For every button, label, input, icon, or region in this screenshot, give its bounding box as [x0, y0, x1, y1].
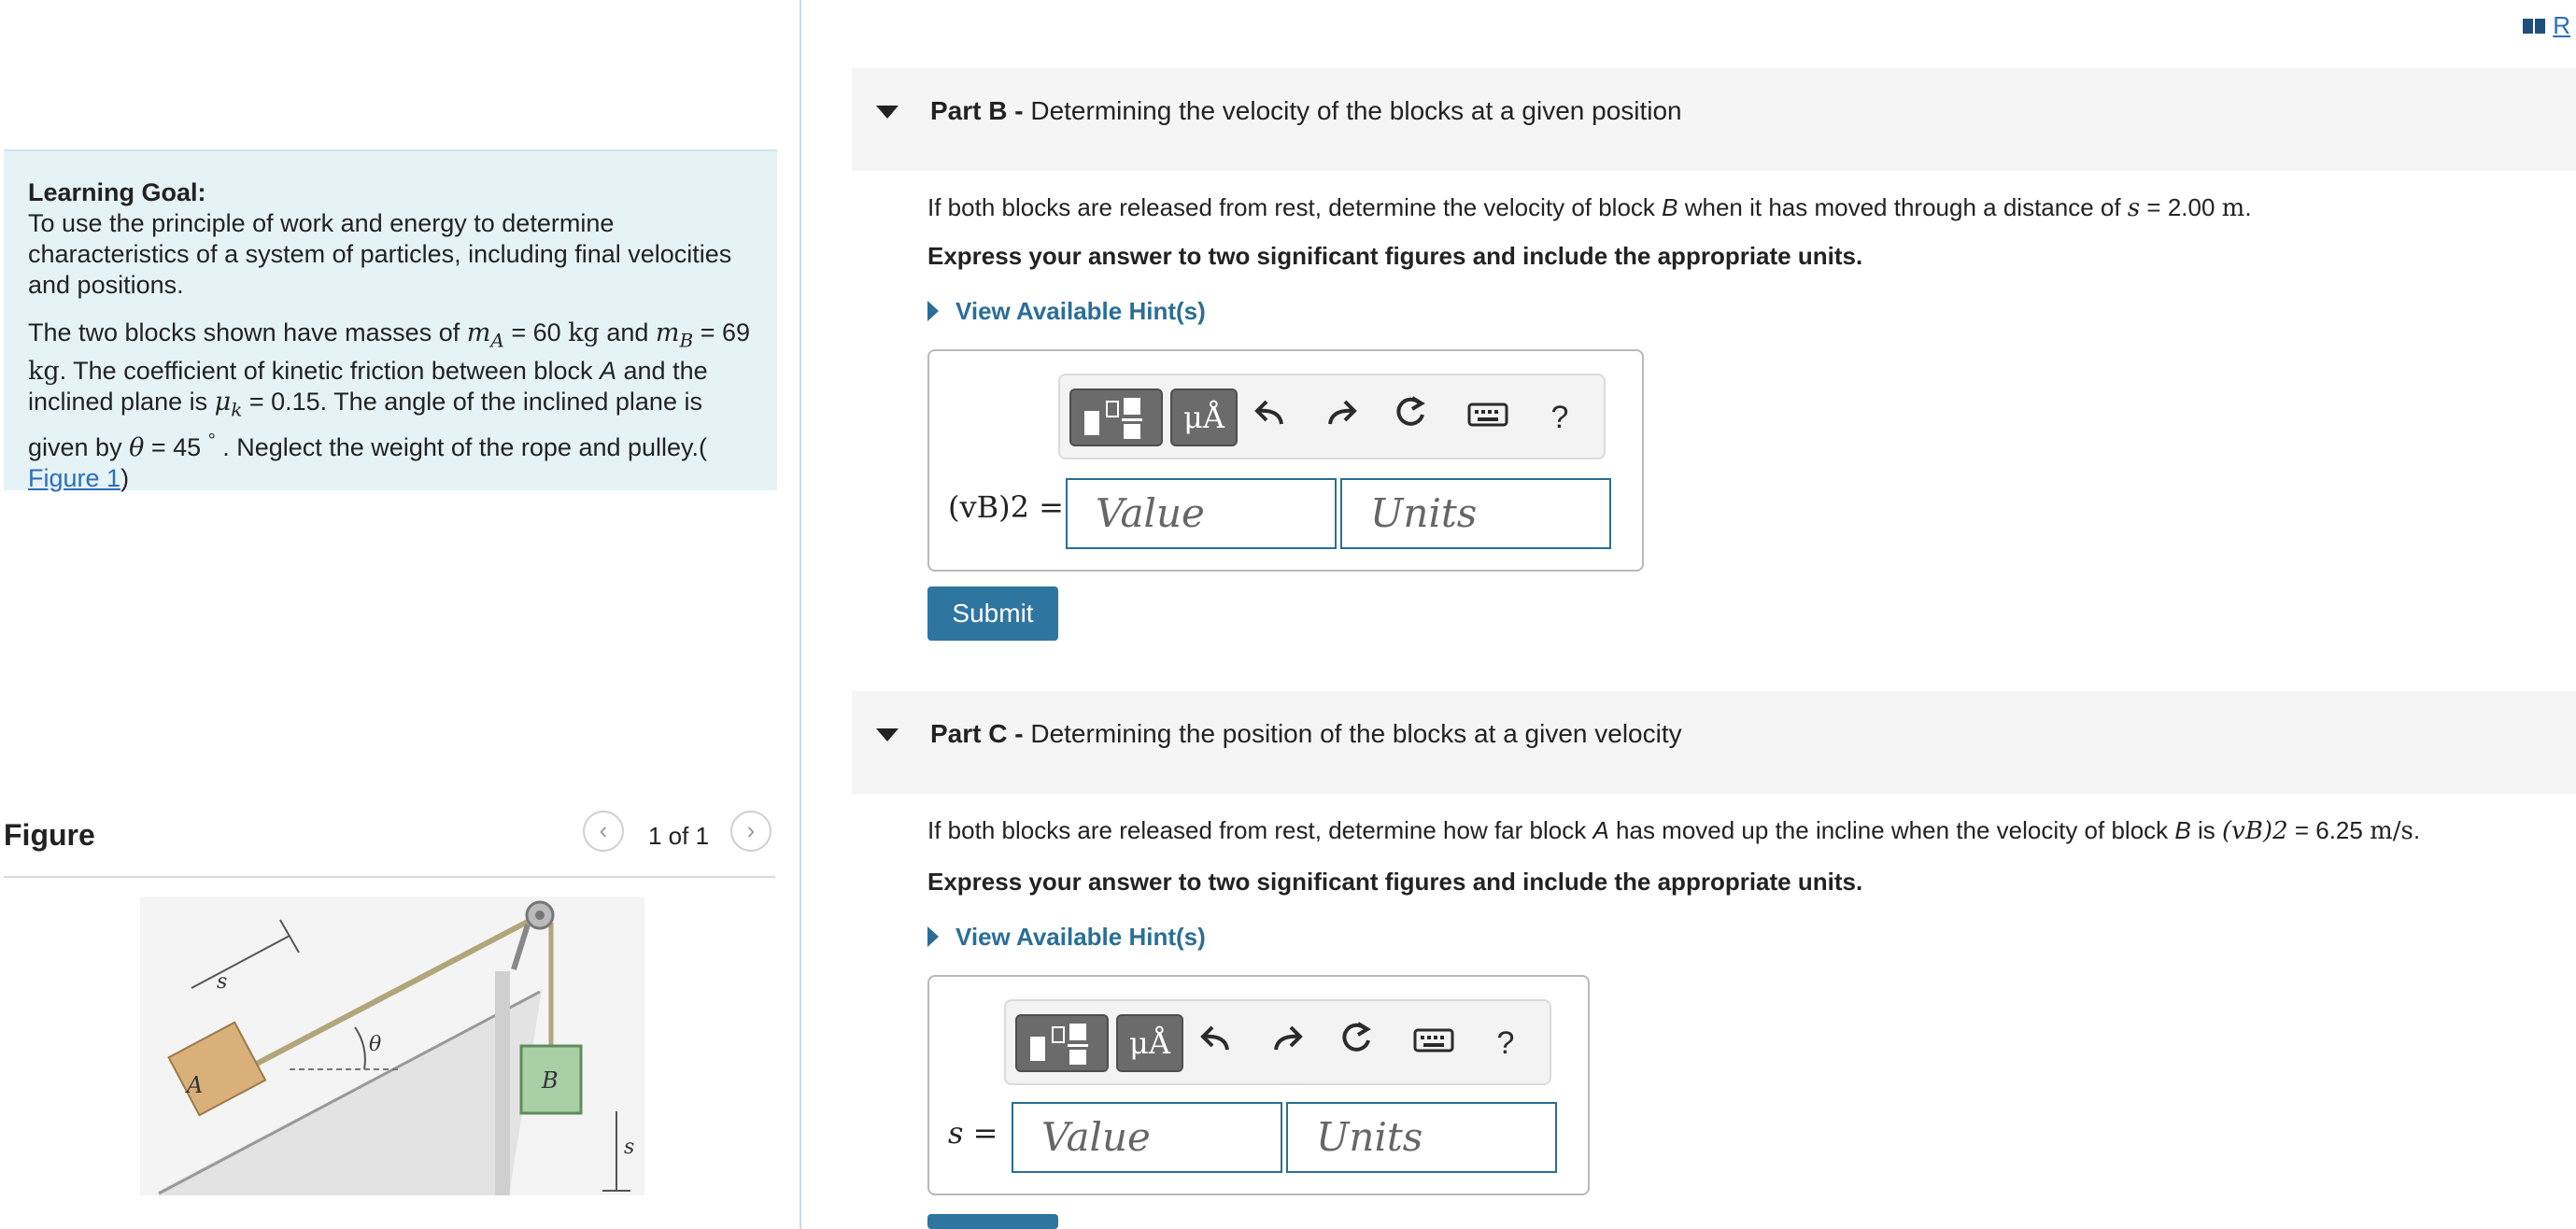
- reset-icon[interactable]: [1333, 1018, 1380, 1068]
- reference-link[interactable]: [2522, 11, 2570, 42]
- learning-goal-text: To use the principle of work and energy to determine characteristics of a system of particles, including final velocities and positions.: [28, 209, 732, 299]
- label-block-a: A: [187, 1072, 204, 1098]
- theta-symbol: θ: [129, 432, 145, 462]
- help-icon[interactable]: ?: [1550, 400, 1569, 435]
- mass-a-unit: kg: [568, 318, 600, 347]
- part-b-toolbar: [1058, 374, 1606, 459]
- help-icon[interactable]: ?: [1496, 1025, 1515, 1061]
- label-theta: θ: [369, 1033, 382, 1056]
- part-c-header[interactable]: [852, 691, 2576, 794]
- problem-statement: [28, 318, 753, 494]
- keyboard-icon[interactable]: [1460, 392, 1516, 443]
- learning-goal-panel: [4, 149, 777, 490]
- part-c-variable-label: s =: [948, 1115, 998, 1151]
- part-c-units-input[interactable]: Units: [1286, 1102, 1557, 1173]
- part-b-hint-toggle[interactable]: [927, 297, 1206, 326]
- mass-b-value: = 69: [700, 318, 751, 346]
- neglect-text: . Neglect the weight of the rope and pulley.(: [222, 432, 708, 461]
- part-c-answer-box: [927, 975, 1590, 1195]
- figure-1-link[interactable]: Figure 1: [28, 463, 121, 492]
- block-a-ref: A: [599, 357, 616, 386]
- templates-button[interactable]: [1069, 388, 1163, 446]
- part-c-hint-label[interactable]: View Available Hint(s): [955, 923, 1206, 951]
- mu-value: = 0.15: [248, 388, 320, 417]
- mass-a-symbol: $m_A$: [466, 318, 504, 352]
- units-symbols-button[interactable]: μÅ: [1116, 1014, 1183, 1072]
- collapse-triangle-icon[interactable]: [876, 106, 899, 119]
- undo-icon[interactable]: [1247, 392, 1294, 443]
- panel-divider: [800, 0, 801, 1229]
- mass-b-unit: kg: [28, 357, 60, 387]
- template-icon: [1071, 390, 1161, 445]
- theta-value: = 45: [150, 432, 202, 461]
- undo-icon[interactable]: [1193, 1018, 1239, 1068]
- caret-right-icon: [927, 301, 939, 321]
- degree-symbol: °: [207, 430, 216, 451]
- part-b-submit-button[interactable]: Submit: [927, 586, 1058, 641]
- part-c-submit-button-partial[interactable]: [927, 1214, 1058, 1229]
- label-s-incline: s: [217, 970, 228, 994]
- mass-a-value: = 60: [511, 318, 561, 346]
- part-b-title: Part B - Determining the velocity of the blocks at a given position: [930, 96, 1682, 125]
- close-paren: ): [120, 463, 130, 492]
- figure-prev-button[interactable]: [583, 811, 624, 852]
- units-symbols-button[interactable]: μÅ: [1170, 388, 1238, 446]
- part-c-toolbar: [1004, 999, 1551, 1085]
- templates-button[interactable]: [1015, 1014, 1109, 1072]
- redo-icon[interactable]: [1264, 1018, 1310, 1068]
- part-c-prompt: If both blocks are released from rest, determine how far block A has moved up the incline when the velocity of block B is (vB)2 = 6.25 m/s.: [927, 816, 2421, 845]
- part-b-header[interactable]: [852, 68, 2576, 171]
- book-icon: [2522, 13, 2546, 42]
- label-block-b: B: [542, 1067, 559, 1094]
- label-s-vertical: s: [624, 1136, 635, 1159]
- reset-icon[interactable]: [1387, 392, 1434, 443]
- part-c-title: Part C - Determining the position of the blocks at a given velocity: [930, 719, 1682, 748]
- incline-text: and the inclined plane is: [28, 357, 708, 417]
- friction-text: . The coefficient of kinetic friction between block: [59, 357, 593, 386]
- part-b-value-input[interactable]: Value: [1066, 478, 1337, 549]
- chevron-right-icon: ›: [746, 816, 756, 844]
- collapse-triangle-icon[interactable]: [876, 728, 899, 742]
- figure-title: Figure: [4, 818, 95, 852]
- part-c-instruction: Express your answer to two significant figures and include the appropriate units.: [927, 868, 1863, 896]
- template-icon: [1017, 1016, 1107, 1070]
- figure-diagram: [140, 897, 644, 1195]
- mass-b-symbol: $m_B$: [655, 318, 694, 352]
- pulley-hub: [535, 911, 545, 920]
- figure-next-button[interactable]: [730, 811, 771, 852]
- figure-header: [4, 811, 775, 878]
- chevron-left-icon: ‹: [599, 816, 608, 844]
- learning-goal-heading: Learning Goal:: [28, 178, 206, 206]
- reference-link-text[interactable]: R: [2553, 11, 2571, 39]
- part-b-prompt: If both blocks are released from rest, determine the velocity of block B when it has moved through a distance of s = 2.00 m.: [927, 193, 2252, 222]
- redo-icon[interactable]: [1318, 392, 1365, 443]
- and-text: and: [606, 318, 649, 346]
- part-b-hint-label[interactable]: View Available Hint(s): [955, 297, 1206, 325]
- mu-symbol: $\mu_k$: [214, 388, 243, 421]
- problem-text: The two blocks shown have masses of: [28, 318, 460, 346]
- part-b-units-input[interactable]: Units: [1340, 478, 1611, 549]
- part-c-value-input[interactable]: Value: [1012, 1102, 1282, 1173]
- part-b-instruction: Express your answer to two significant figures and include the appropriate units.: [927, 242, 1863, 270]
- angle-text: . The angle of the inclined plane is given by: [28, 388, 702, 461]
- part-b-answer-box: [927, 349, 1644, 572]
- support-wall: [495, 971, 510, 1195]
- part-b-variable-label: (vB)2 =: [948, 489, 1064, 525]
- part-c-hint-toggle[interactable]: [927, 923, 1206, 952]
- figure-count: 1 of 1: [648, 822, 710, 850]
- caret-right-icon: [927, 926, 939, 947]
- keyboard-icon[interactable]: [1406, 1018, 1462, 1068]
